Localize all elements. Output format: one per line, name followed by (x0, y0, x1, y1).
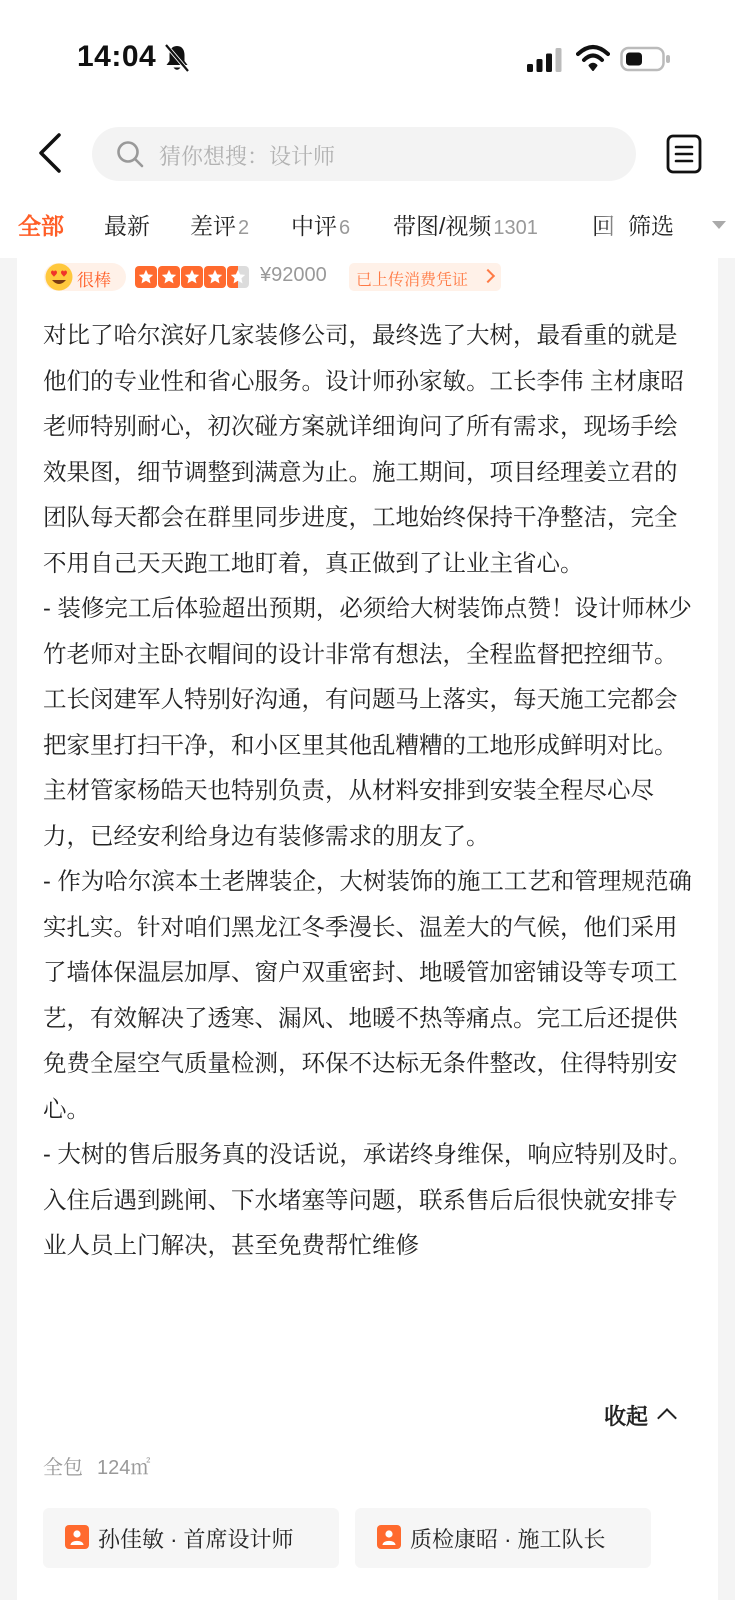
search-bar[interactable] (92, 127, 636, 181)
voucher-label: 已上传消费凭证 (356, 272, 469, 289)
search-placeholder: 猜你想搜：设计师 (159, 144, 336, 169)
tab-count: 6 (339, 217, 351, 239)
staff-tag-label: 质检康昭 · 施工队长 (410, 1527, 606, 1552)
rating-label: 很棒 (77, 271, 111, 290)
caret-down-icon (712, 221, 726, 229)
status-time: 14:04 (77, 40, 157, 73)
star-icon (158, 266, 180, 288)
heart-eyes-emoji-icon (44, 262, 74, 292)
person-icon (65, 1525, 89, 1549)
collapse-button[interactable]: 收起 (604, 1404, 649, 1429)
search-icon (115, 139, 145, 169)
rating-badge (44, 263, 126, 291)
tab-all[interactable]: 全部 (18, 213, 64, 239)
cellular-signal-icon (527, 48, 563, 72)
staff-tag-label: 孙佳敏 · 首席设计师 (98, 1527, 294, 1552)
tab-negative[interactable]: 差评 2 (190, 213, 250, 239)
staff-tag-designer[interactable] (43, 1508, 339, 1568)
package-info (43, 1451, 150, 1480)
review-text (43, 313, 693, 1269)
star-icon (135, 266, 157, 288)
tab-more[interactable]: 回 (592, 213, 615, 239)
filter-button[interactable] (622, 200, 735, 246)
tab-with-media[interactable]: 带图/视频 1301 (393, 213, 538, 239)
star-icon (204, 266, 226, 288)
tab-neutral[interactable]: 中评 6 (291, 213, 351, 239)
tab-count: 2 (238, 217, 250, 239)
mute-bell-icon (163, 43, 191, 73)
star-icon (227, 266, 249, 288)
review-paragraph: 对比了哈尔滨好几家装修公司，最终选了大树，最看重的就是他们的专业性和省心服务。设计师孙家敏。工长李伟 主材康昭老师特别耐心，初次碰方案就详细询问了所有需求，现场手绘效果图，细节调整到满意为止。施工期间，项目经理姜立君的团队每天都会在群里同步进度，工地始终保持干净整洁，完全不用自己天天跑工地盯着，真正做到了让业主省心。 (43, 322, 685, 576)
chevron-right-icon (481, 269, 495, 283)
tab-count: 1301 (493, 217, 538, 239)
staff-tag-foreman[interactable] (355, 1508, 651, 1568)
tab-latest[interactable]: 最新 (104, 213, 150, 239)
review-price: ¥92000 (260, 264, 327, 286)
review-paragraph: - 大树的售后服务真的没话说，承诺终身维保，响应特别及时。入住后遇到跳闸、下水堵塞等问题，联系售后后很快就安排专业人员上门解决，甚至免费帮忙维修 (43, 1141, 692, 1258)
person-icon (377, 1525, 401, 1549)
package-type: 全包 (43, 1457, 83, 1479)
voucher-badge[interactable] (349, 263, 501, 291)
document-list-icon[interactable] (666, 134, 702, 174)
filter-label: 筛选 (628, 213, 674, 239)
back-arrow-icon[interactable] (34, 132, 68, 174)
star-icon (181, 266, 203, 288)
review-filter-tabs (0, 200, 735, 246)
house-area: 124㎡ (97, 1457, 151, 1479)
review-paragraph: - 作为哈尔滨本土老牌装企，大树装饰的施工工艺和管理规范确实扎实。针对咱们黑龙江冬季漫长、温差大的气候，他们采用了墙体保温层加厚、窗户双重密封、地暖管加密铺设等专项工艺，有效解决了透寒、漏风、地暖不热等痛点。完工后还提供免费全屋空气质量检测，环保不达标无条件整改，住得特别安心。 (43, 868, 692, 1122)
battery-icon (620, 45, 672, 73)
wifi-icon (576, 44, 610, 72)
review-paragraph: - 装修完工后体验超出预期，必须给大树装饰点赞！设计师林少竹老师对主卧衣帽间的设计非常有想法，全程监督把控细节。工长闵建军人特别好沟通，有问题马上落实，每天施工完都会把家里打扫干净，和小区里其他乱糟糟的工地形成鲜明对比。主材管家杨皓天也特别负责，从材料安排到安装全程尽心尽力，已经安利给身边有装修需求的朋友了。 (43, 595, 692, 849)
